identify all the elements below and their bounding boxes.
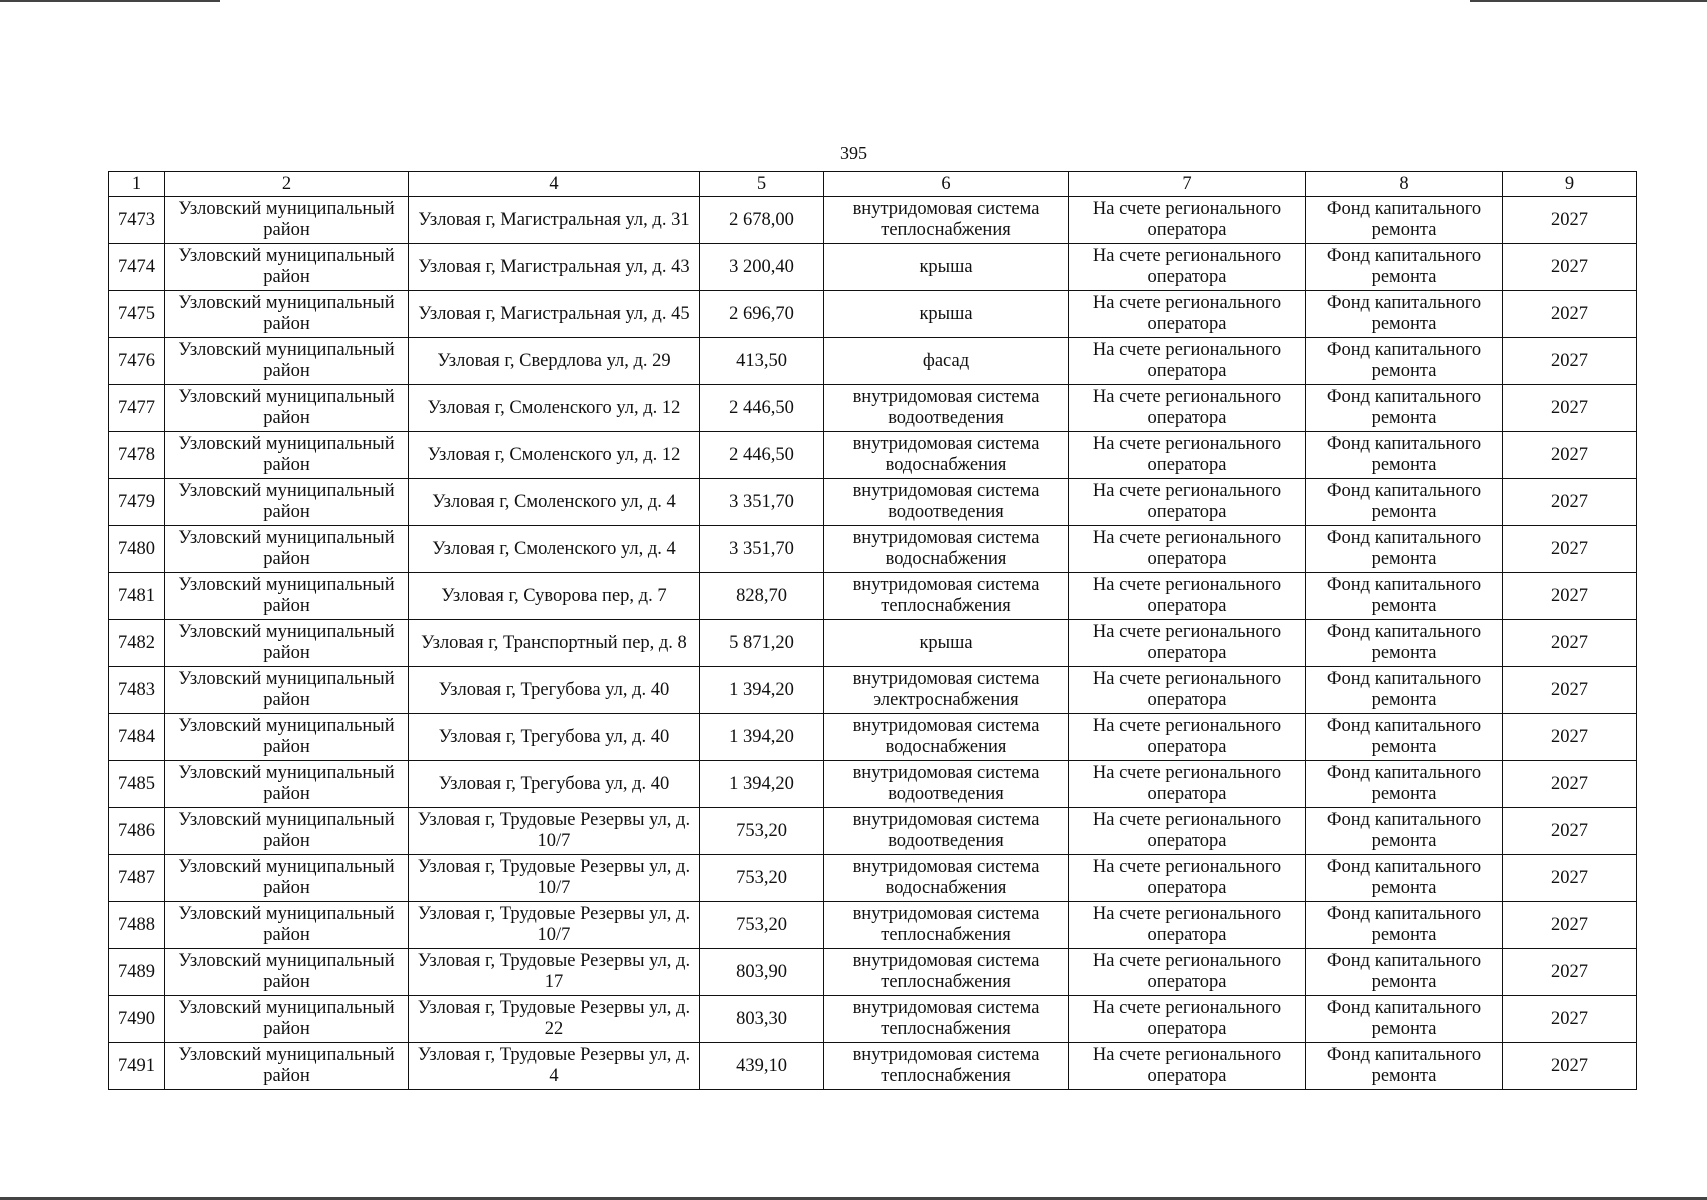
address-cell: Узловая г, Смоленского ул, д. 12	[409, 432, 700, 479]
municipality-cell: Узловский муниципальный район	[165, 432, 409, 479]
table-row	[109, 1043, 1637, 1090]
area-cell: 1 394,20	[700, 667, 824, 714]
table-row	[109, 338, 1637, 385]
account-cell: На счете регионального оператора	[1069, 1043, 1306, 1090]
address-cell: Узловая г, Трудовые Резервы ул, д. 10/7	[409, 902, 700, 949]
account-cell: На счете регионального оператора	[1069, 526, 1306, 573]
funding-source-cell: Фонд капитального ремонта	[1306, 949, 1503, 996]
work-type-cell: крыша	[824, 291, 1069, 338]
table-row	[109, 573, 1637, 620]
address-cell: Узловая г, Трудовые Резервы ул, д. 10/7	[409, 855, 700, 902]
address-cell: Узловая г, Трегубова ул, д. 40	[409, 714, 700, 761]
work-type-cell: внутридомовая система водоснабжения	[824, 714, 1069, 761]
table-row	[109, 761, 1637, 808]
area-cell: 439,10	[700, 1043, 824, 1090]
work-type-cell: внутридомовая система теплоснабжения	[824, 1043, 1069, 1090]
municipality-cell: Узловский муниципальный район	[165, 714, 409, 761]
table-row	[109, 620, 1637, 667]
row-number-cell: 7476	[109, 338, 165, 385]
account-cell: На счете регионального оператора	[1069, 714, 1306, 761]
column-header: 8	[1306, 172, 1503, 197]
year-cell: 2027	[1503, 385, 1637, 432]
account-cell: На счете регионального оператора	[1069, 291, 1306, 338]
account-cell: На счете регионального оператора	[1069, 949, 1306, 996]
row-number-cell: 7474	[109, 244, 165, 291]
funding-source-cell: Фонд капитального ремонта	[1306, 385, 1503, 432]
table-row	[109, 197, 1637, 244]
funding-source-cell: Фонд капитального ремонта	[1306, 855, 1503, 902]
area-cell: 1 394,20	[700, 714, 824, 761]
area-cell: 753,20	[700, 855, 824, 902]
area-cell: 3 351,70	[700, 479, 824, 526]
year-cell: 2027	[1503, 902, 1637, 949]
funding-source-cell: Фонд капитального ремонта	[1306, 808, 1503, 855]
page-number: 395	[840, 143, 867, 163]
row-number-cell: 7485	[109, 761, 165, 808]
work-type-cell: внутридомовая система теплоснабжения	[824, 573, 1069, 620]
funding-source-cell: Фонд капитального ремонта	[1306, 667, 1503, 714]
year-cell: 2027	[1503, 244, 1637, 291]
municipality-cell: Узловский муниципальный район	[165, 385, 409, 432]
funding-source-cell: Фонд капитального ремонта	[1306, 479, 1503, 526]
row-number-cell: 7479	[109, 479, 165, 526]
work-type-cell: крыша	[824, 620, 1069, 667]
municipality-cell: Узловский муниципальный район	[165, 526, 409, 573]
account-cell: На счете регионального оператора	[1069, 432, 1306, 479]
table-body	[109, 197, 1637, 1090]
funding-source-cell: Фонд капитального ремонта	[1306, 291, 1503, 338]
year-cell: 2027	[1503, 432, 1637, 479]
account-cell: На счете регионального оператора	[1069, 667, 1306, 714]
column-header: 6	[824, 172, 1069, 197]
funding-source-cell: Фонд капитального ремонта	[1306, 620, 1503, 667]
year-cell: 2027	[1503, 667, 1637, 714]
work-type-cell: внутридомовая система теплоснабжения	[824, 197, 1069, 244]
municipality-cell: Узловский муниципальный район	[165, 573, 409, 620]
year-cell: 2027	[1503, 526, 1637, 573]
area-cell: 3 351,70	[700, 526, 824, 573]
municipality-cell: Узловский муниципальный район	[165, 338, 409, 385]
table-row	[109, 432, 1637, 479]
year-cell: 2027	[1503, 291, 1637, 338]
table-row	[109, 385, 1637, 432]
work-type-cell: крыша	[824, 244, 1069, 291]
account-cell: На счете регионального оператора	[1069, 808, 1306, 855]
area-cell: 828,70	[700, 573, 824, 620]
table-row	[109, 855, 1637, 902]
year-cell: 2027	[1503, 855, 1637, 902]
column-number-header-row	[109, 172, 1637, 197]
table-row	[109, 244, 1637, 291]
account-cell: На счете регионального оператора	[1069, 244, 1306, 291]
municipality-cell: Узловский муниципальный район	[165, 1043, 409, 1090]
funding-source-cell: Фонд капитального ремонта	[1306, 432, 1503, 479]
capital-repair-table	[108, 171, 1637, 1090]
address-cell: Узловая г, Магистральная ул, д. 31	[409, 197, 700, 244]
year-cell: 2027	[1503, 197, 1637, 244]
municipality-cell: Узловский муниципальный район	[165, 949, 409, 996]
year-cell: 2027	[1503, 573, 1637, 620]
municipality-cell: Узловский муниципальный район	[165, 667, 409, 714]
area-cell: 1 394,20	[700, 761, 824, 808]
row-number-cell: 7481	[109, 573, 165, 620]
work-type-cell: внутридомовая система водоснабжения	[824, 526, 1069, 573]
address-cell: Узловая г, Смоленского ул, д. 4	[409, 479, 700, 526]
work-type-cell: внутридомовая система водоотведения	[824, 479, 1069, 526]
municipality-cell: Узловский муниципальный район	[165, 291, 409, 338]
address-cell: Узловая г, Трудовые Резервы ул, д. 10/7	[409, 808, 700, 855]
work-type-cell: внутридомовая система водоснабжения	[824, 432, 1069, 479]
row-number-cell: 7482	[109, 620, 165, 667]
work-type-cell: внутридомовая система теплоснабжения	[824, 996, 1069, 1043]
scan-edge-top-left	[0, 0, 220, 2]
municipality-cell: Узловский муниципальный район	[165, 855, 409, 902]
address-cell: Узловая г, Трегубова ул, д. 40	[409, 667, 700, 714]
area-cell: 753,20	[700, 808, 824, 855]
area-cell: 3 200,40	[700, 244, 824, 291]
column-header: 9	[1503, 172, 1637, 197]
work-type-cell: внутридомовая система электроснабжения	[824, 667, 1069, 714]
year-cell: 2027	[1503, 949, 1637, 996]
funding-source-cell: Фонд капитального ремонта	[1306, 244, 1503, 291]
account-cell: На счете регионального оператора	[1069, 855, 1306, 902]
year-cell: 2027	[1503, 714, 1637, 761]
account-cell: На счете регионального оператора	[1069, 385, 1306, 432]
address-cell: Узловая г, Магистральная ул, д. 45	[409, 291, 700, 338]
row-number-cell: 7487	[109, 855, 165, 902]
work-type-cell: внутридомовая система теплоснабжения	[824, 902, 1069, 949]
year-cell: 2027	[1503, 479, 1637, 526]
address-cell: Узловая г, Транспортный пер, д. 8	[409, 620, 700, 667]
row-number-cell: 7486	[109, 808, 165, 855]
area-cell: 803,90	[700, 949, 824, 996]
funding-source-cell: Фонд капитального ремонта	[1306, 338, 1503, 385]
year-cell: 2027	[1503, 808, 1637, 855]
address-cell: Узловая г, Свердлова ул, д. 29	[409, 338, 700, 385]
area-cell: 2 696,70	[700, 291, 824, 338]
funding-source-cell: Фонд капитального ремонта	[1306, 714, 1503, 761]
row-number-cell: 7475	[109, 291, 165, 338]
funding-source-cell: Фонд капитального ремонта	[1306, 573, 1503, 620]
work-type-cell: внутридомовая система водоснабжения	[824, 855, 1069, 902]
table-row	[109, 714, 1637, 761]
row-number-cell: 7488	[109, 902, 165, 949]
year-cell: 2027	[1503, 761, 1637, 808]
account-cell: На счете регионального оператора	[1069, 197, 1306, 244]
funding-source-cell: Фонд капитального ремонта	[1306, 761, 1503, 808]
row-number-cell: 7490	[109, 996, 165, 1043]
account-cell: На счете регионального оператора	[1069, 338, 1306, 385]
municipality-cell: Узловский муниципальный район	[165, 479, 409, 526]
area-cell: 5 871,20	[700, 620, 824, 667]
table-row	[109, 667, 1637, 714]
row-number-cell: 7477	[109, 385, 165, 432]
work-type-cell: внутридомовая система водоотведения	[824, 385, 1069, 432]
table-row	[109, 996, 1637, 1043]
account-cell: На счете регионального оператора	[1069, 996, 1306, 1043]
year-cell: 2027	[1503, 620, 1637, 667]
address-cell: Узловая г, Трудовые Резервы ул, д. 22	[409, 996, 700, 1043]
municipality-cell: Узловский муниципальный район	[165, 761, 409, 808]
municipality-cell: Узловский муниципальный район	[165, 620, 409, 667]
table-row	[109, 291, 1637, 338]
column-header: 1	[109, 172, 165, 197]
work-type-cell: внутридомовая система водоотведения	[824, 761, 1069, 808]
row-number-cell: 7491	[109, 1043, 165, 1090]
municipality-cell: Узловский муниципальный район	[165, 902, 409, 949]
municipality-cell: Узловский муниципальный район	[165, 808, 409, 855]
scan-edge-top-right	[1470, 0, 1707, 2]
row-number-cell: 7489	[109, 949, 165, 996]
table-row	[109, 526, 1637, 573]
row-number-cell: 7484	[109, 714, 165, 761]
address-cell: Узловая г, Смоленского ул, д. 4	[409, 526, 700, 573]
year-cell: 2027	[1503, 996, 1637, 1043]
work-type-cell: фасад	[824, 338, 1069, 385]
address-cell: Узловая г, Суворова пер, д. 7	[409, 573, 700, 620]
row-number-cell: 7473	[109, 197, 165, 244]
work-type-cell: внутридомовая система теплоснабжения	[824, 949, 1069, 996]
area-cell: 753,20	[700, 902, 824, 949]
area-cell: 803,30	[700, 996, 824, 1043]
column-header: 2	[165, 172, 409, 197]
table-row	[109, 949, 1637, 996]
address-cell: Узловая г, Трудовые Резервы ул, д. 4	[409, 1043, 700, 1090]
account-cell: На счете регионального оператора	[1069, 573, 1306, 620]
address-cell: Узловая г, Трудовые Резервы ул, д. 17	[409, 949, 700, 996]
account-cell: На счете регионального оператора	[1069, 761, 1306, 808]
municipality-cell: Узловский муниципальный район	[165, 996, 409, 1043]
funding-source-cell: Фонд капитального ремонта	[1306, 1043, 1503, 1090]
funding-source-cell: Фонд капитального ремонта	[1306, 526, 1503, 573]
row-number-cell: 7483	[109, 667, 165, 714]
column-header: 7	[1069, 172, 1306, 197]
table-row	[109, 902, 1637, 949]
year-cell: 2027	[1503, 338, 1637, 385]
funding-source-cell: Фонд капитального ремонта	[1306, 902, 1503, 949]
table-row	[109, 808, 1637, 855]
year-cell: 2027	[1503, 1043, 1637, 1090]
column-header: 5	[700, 172, 824, 197]
municipality-cell: Узловский муниципальный район	[165, 197, 409, 244]
municipality-cell: Узловский муниципальный район	[165, 244, 409, 291]
address-cell: Узловая г, Магистральная ул, д. 43	[409, 244, 700, 291]
row-number-cell: 7478	[109, 432, 165, 479]
area-cell: 413,50	[700, 338, 824, 385]
address-cell: Узловая г, Смоленского ул, д. 12	[409, 385, 700, 432]
area-cell: 2 446,50	[700, 432, 824, 479]
account-cell: На счете регионального оператора	[1069, 620, 1306, 667]
column-header: 4	[409, 172, 700, 197]
table-row	[109, 479, 1637, 526]
address-cell: Узловая г, Трегубова ул, д. 40	[409, 761, 700, 808]
funding-source-cell: Фонд капитального ремонта	[1306, 996, 1503, 1043]
funding-source-cell: Фонд капитального ремонта	[1306, 197, 1503, 244]
account-cell: На счете регионального оператора	[1069, 479, 1306, 526]
area-cell: 2 678,00	[700, 197, 824, 244]
work-type-cell: внутридомовая система водоотведения	[824, 808, 1069, 855]
account-cell: На счете регионального оператора	[1069, 902, 1306, 949]
area-cell: 2 446,50	[700, 385, 824, 432]
row-number-cell: 7480	[109, 526, 165, 573]
